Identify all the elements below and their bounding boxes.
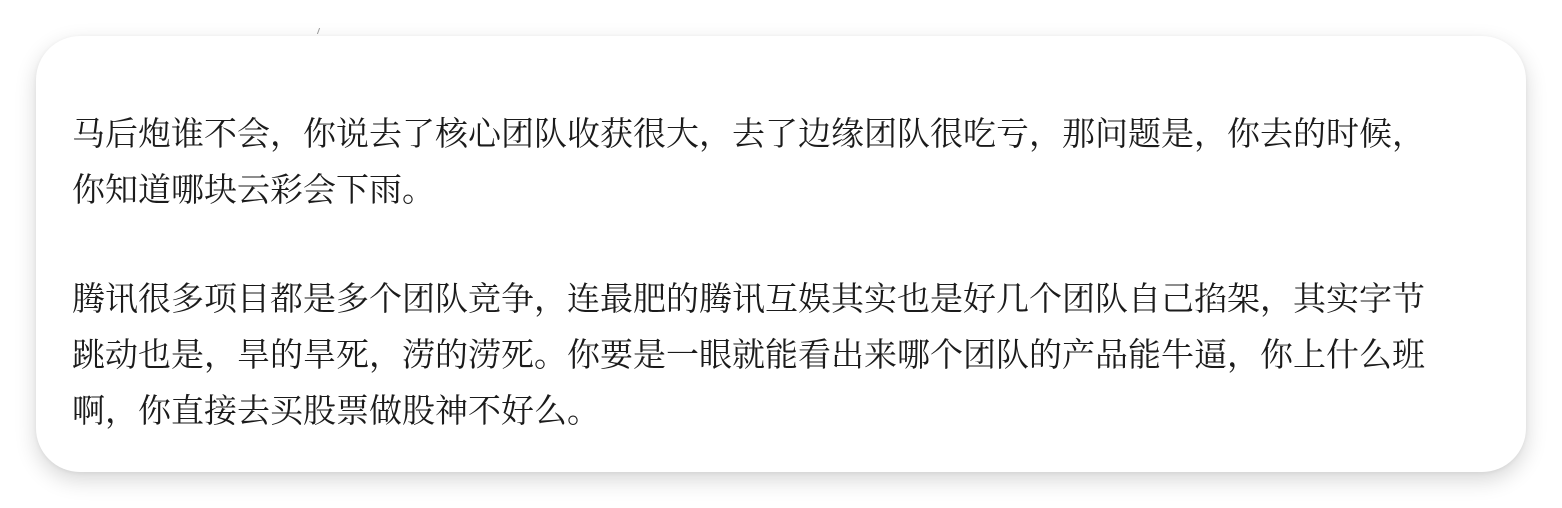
post-card — [36, 36, 1526, 472]
post-paragraph-1: 马后炮谁不会，你说去了核心团队收获很大，去了边缘团队很吃亏，那问题是，你去的时候，你知道哪块云彩会下雨。 — [72, 114, 1425, 209]
scroll-cut-mark — [317, 28, 324, 34]
post-paragraph-2: 腾讯很多项目都是多个团队竞争，连最肥的腾讯互娱其实也是好几个团队自己掐架，其实字节跳动也是，旱的旱死，涝的涝死。你要是一眼就能看出来哪个团队的产品能牛逼，你上什么班啊，你直接去买股票做股神不好么。 — [72, 279, 1425, 430]
